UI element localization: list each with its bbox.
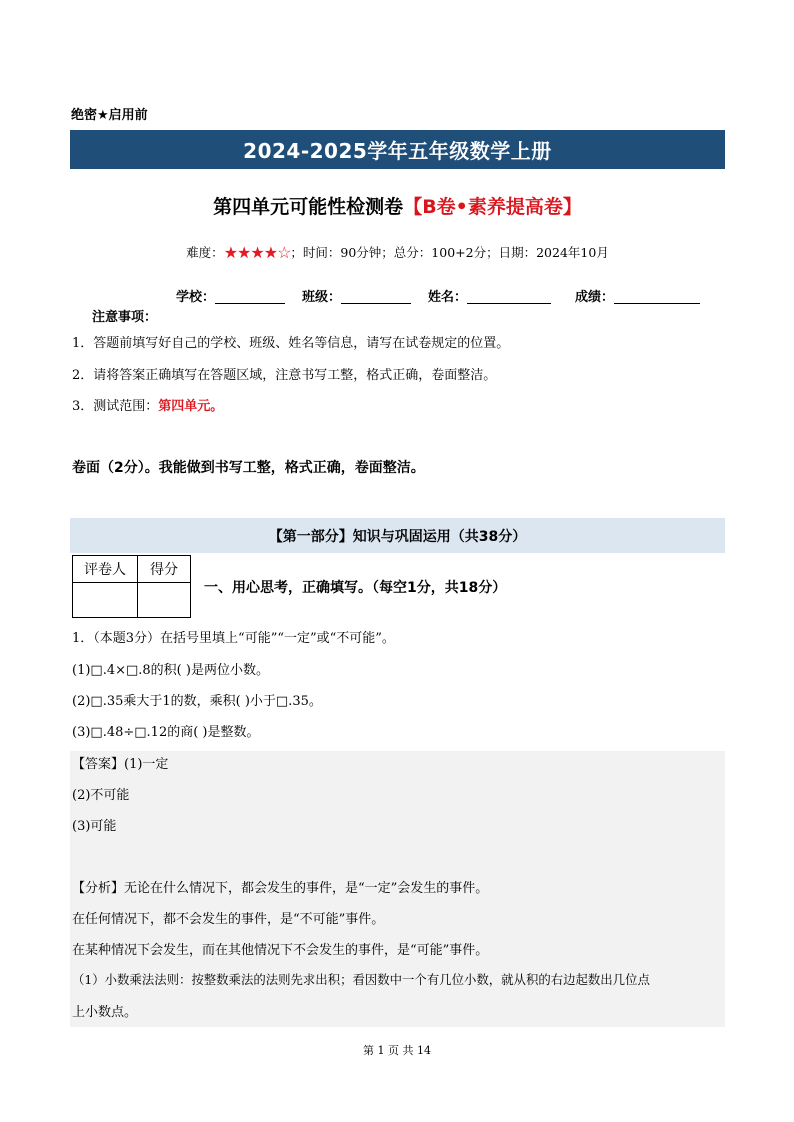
notice-title: 注意事项： [92,310,158,325]
stars-filled: ★★★★ [223,243,278,262]
analysis-line: 上小数点。 [72,1005,138,1020]
class-field[interactable] [302,286,411,305]
subtitle-volume: 【B卷•素养提高卷】 [403,196,582,218]
name-field[interactable] [428,286,551,305]
section-one-title: 一、用心思考，正确填写。（每空1分，共18分） [204,580,507,596]
notice-item [72,395,223,414]
exam-title-banner [70,130,725,169]
stars-empty: ☆ [277,243,291,262]
name-label: 姓名： [428,290,468,305]
notice-scope-label: 3．测试范围： [72,399,159,414]
question-item: (2)□.35乘大于1的数，乘积( )小于□.35。 [72,694,322,709]
analysis-line: 在某种情况下会发生，而在其他情况下不会发生的事件，是“可能”事件。 [72,943,489,958]
exam-subtitle [70,192,725,219]
school-label: 学校： [176,290,216,305]
page-footer: 第 1 页 共 14 [363,1044,431,1057]
class-blank[interactable] [341,289,411,304]
analysis-line: 【分析】无论在什么情况下，都会发生的事件，是“一定”会发生的事件。 [72,881,489,896]
answer-line: (3)可能 [72,819,117,834]
notice-scope-value: 第四单元。 [158,399,224,414]
question-item: (1)□.4×□.8的积( )是两位小数。 [72,663,269,678]
confidential-label: 绝密★启用前 [71,108,148,123]
reviewer-header: 评卷人 [73,556,138,583]
part-one-title: 【第一部分】知识与巩固运用（共38分） [268,528,527,545]
analysis-line: （1）小数乘法法则：按整数乘法的法则先求出积；看因数中一个有几位小数，就从积的右边起数出几位点 [72,972,650,987]
difficulty-star-icon [224,243,291,262]
exam-title: 2024-2025学年五年级数学上册 [243,139,552,163]
score-cell[interactable] [138,583,191,618]
score-field[interactable] [575,286,700,305]
score-table [72,555,191,618]
exam-meta-info: ；时间：90分钟；总分：100+2分；日期：2024年10月 [290,245,609,260]
answer-line: (2)不可能 [72,788,130,803]
class-label: 班级： [302,290,342,305]
notice-item: 2．请将答案正确填写在答题区域，注意书写工整，格式正确，卷面整洁。 [72,368,497,383]
score-header: 得分 [138,556,191,583]
question-stem: 1．（本题3分）在括号里填上“可能”“一定”或“不可能”。 [72,631,395,646]
answer-line: 【答案】(1)一定 [72,757,169,772]
neatness-statement: 卷面（2分）。我能做到书写工整，格式正确，卷面整洁。 [72,460,425,476]
question-item: (3)□.48÷□.12的商( )是整数。 [72,725,260,740]
difficulty-label: 难度： [186,245,224,260]
school-field[interactable] [176,286,285,305]
part-one-header [70,518,725,553]
name-blank[interactable] [467,289,551,304]
school-blank[interactable] [215,289,285,304]
notice-item: 1．答题前填写好自己的学校、班级、姓名等信息，请写在试卷规定的位置。 [72,336,510,351]
exam-meta [70,243,725,262]
reviewer-cell[interactable] [73,583,138,618]
analysis-line: 在任何情况下，都不会发生的事件，是“不可能”事件。 [72,912,385,927]
score-label: 成绩： [575,290,615,305]
score-blank[interactable] [614,289,700,304]
subtitle-main: 第四单元可能性检测卷 [213,196,404,218]
